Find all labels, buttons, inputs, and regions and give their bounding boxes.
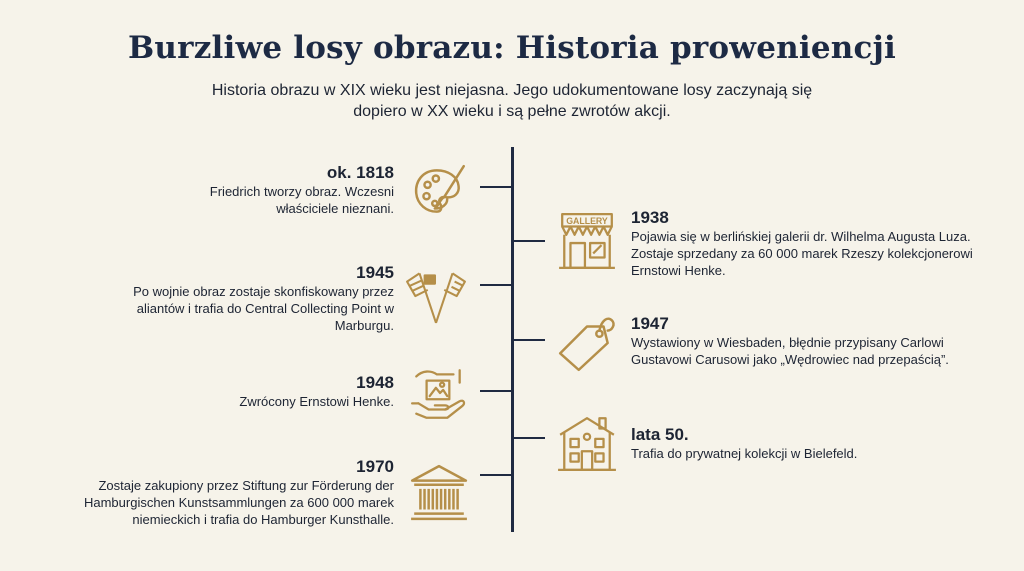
house-icon — [556, 412, 618, 474]
event-description: Po wojnie obraz zostaje skonfiskowany przez aliantów i trafia do Central Collecting Point w Marburgu. — [133, 284, 394, 333]
event-year: 1938 — [631, 208, 669, 227]
event-description: Friedrich tworzy obraz. Wczesni właściciele nieznani. — [209, 184, 394, 216]
timeline-tick-1970 — [480, 474, 511, 476]
event-1818 — [150, 162, 394, 217]
event-year: ok. 1818 — [326, 163, 394, 182]
timeline-tick-1948 — [480, 390, 511, 392]
event-1945 — [100, 262, 394, 334]
event-year: 1948 — [356, 373, 394, 392]
event-year: 1970 — [356, 457, 394, 476]
event-50s — [631, 424, 971, 462]
event-description: Pojawia się w berlińskiej galerii dr. Wilhelma Augusta Luza. Zostaje sprzedany za 60 000 marek Rzeszy kolekcjonerowi Ernstowi Henke. — [631, 229, 973, 278]
museum-building-icon — [408, 462, 470, 524]
page-title: Burzliwe losy obrazu: Historia prowenienсji — [128, 30, 896, 66]
gallery-storefront-icon — [556, 210, 618, 272]
gallery-sign-text: GALLERY — [566, 215, 608, 226]
event-year: 1947 — [631, 314, 669, 333]
event-description: Zostaje zakupiony przez Stiftung zur Förderung der Hamburgischen Kunstsammlungen za 600 000 marek niemieckich i trafia do Hamburger Kunsthalle. — [83, 478, 394, 527]
timeline-tick-1938 — [514, 240, 545, 242]
timeline-tick-1818 — [480, 186, 511, 188]
event-description: Trafia do prywatnej kolekcji w Bielefeld. — [631, 446, 858, 461]
timeline-tick-1947 — [514, 339, 545, 341]
event-1938 — [631, 207, 991, 279]
event-description: Wystawiony w Wiesbaden, błędnie przypisany Carlowi Gustavowi Carusowi jako „Wędrowiec nad przepaścią”. — [631, 335, 949, 367]
palette-brush-icon — [410, 160, 472, 222]
event-1970 — [40, 456, 394, 528]
event-1947 — [631, 313, 971, 368]
event-year: lata 50. — [631, 425, 689, 444]
event-description: Zwrócony Ernstowi Henke. — [239, 394, 394, 409]
hands-painting-icon — [408, 362, 470, 424]
event-year: 1945 — [356, 263, 394, 282]
event-1948 — [150, 372, 394, 410]
page-subtitle: Historia obrazu w XIX wieku jest niejasna. Jego udokumentowane losy zaczynają się dopiero w XX wieku i są pełne zwrotów akcji. — [211, 82, 813, 120]
timeline-tick-50s — [514, 437, 545, 439]
timeline-tick-1945 — [480, 284, 511, 286]
crossed-flags-icon — [405, 263, 467, 325]
price-tag-icon — [556, 312, 618, 374]
